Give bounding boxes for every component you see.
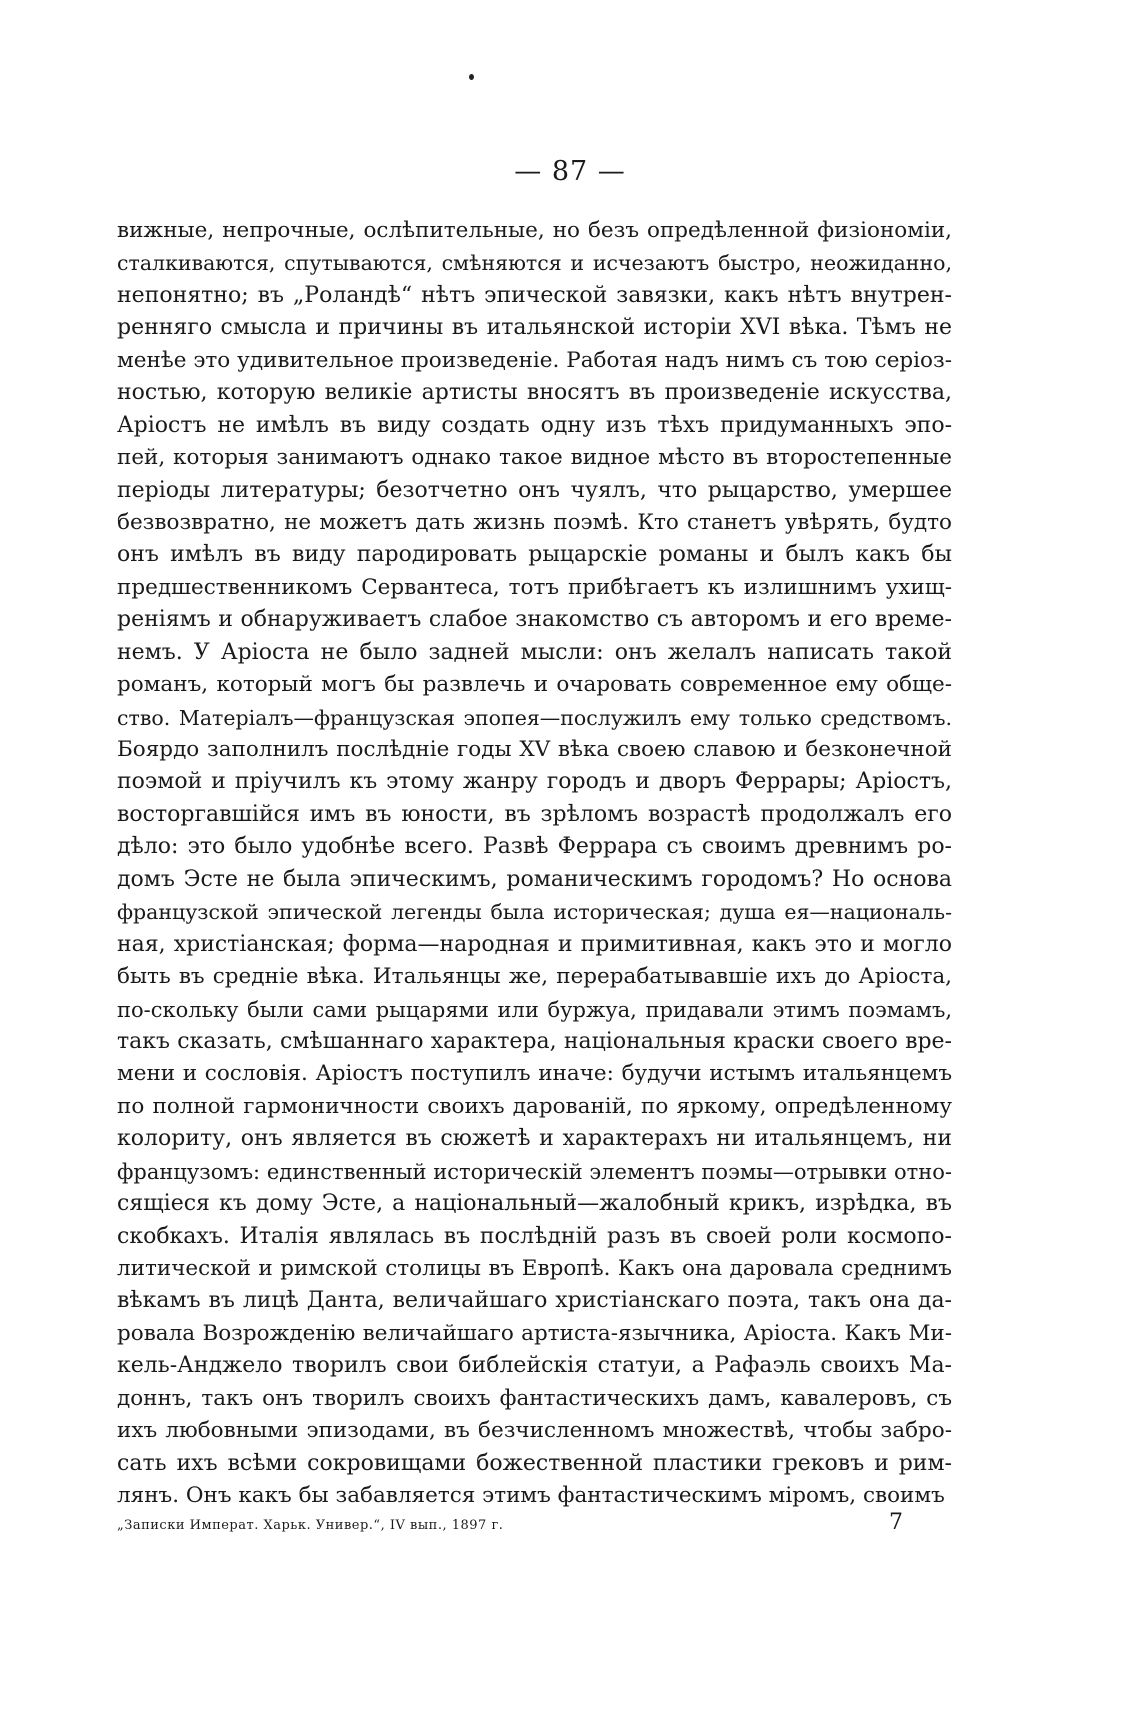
text-line: ностью, которую великіе артисты вносятъ въ произведеніе искусства,: [117, 380, 952, 406]
text-line: кель-Анджело творилъ свои библейскія статуи, а Рафаэль своихъ Ма-: [117, 1353, 952, 1379]
text-line: лянъ. Онъ какъ бы забавляется этимъ фантастическимъ міромъ, своимъ: [117, 1483, 945, 1509]
text-line: Боярдо заполнилъ послѣдніе годы XV вѣка своею славою и безконечной: [117, 737, 952, 762]
text-line: такъ сказать, смѣшаннаго характера, національныя краски своего вре-: [117, 1028, 952, 1054]
text-line: вѣкамъ въ лицѣ Данта, величайшаго христіанскаго поэта, такъ она да-: [117, 1288, 952, 1314]
text-line: ровала Возрожденію величайшаго артиста-язычника, Аріоста. Какъ Ми-: [117, 1320, 952, 1346]
text-line: немъ. У Аріоста не было задней мысли: онъ желалъ написать такой: [117, 639, 952, 665]
text-line: вижные, непрочные, ослѣпительные, но безъ опредѣленной физіономіи,: [117, 218, 952, 243]
text-line: онъ имѣлъ въ виду пародировать рыцарскіе романы и былъ какъ бы: [117, 542, 952, 568]
text-line: колориту, онъ является въ сюжетѣ и характерахъ ни итальянцемъ, ни: [117, 1126, 952, 1152]
text-line: домъ Эсте не была эпическимъ, романическимъ городомъ? Но основа: [117, 866, 952, 892]
text-line: ство. Матеріалъ—французская эпопея—послужилъ ему только средствомъ.: [117, 705, 952, 730]
text-line: по-скольку были сами рыцарями или буржуа, придавали этимъ поэмамъ,: [117, 997, 952, 1022]
text-line: по полной гармоничности своихъ дарованій, по яркому, опредѣленному: [117, 1093, 952, 1119]
text-line: сящіеся къ дому Эсте, а національный—жалобный крикъ, изрѣдка, въ: [117, 1191, 952, 1217]
text-line: ренняго смысла и причины въ итальянской исторіи XVI вѣка. Тѣмъ не: [117, 315, 952, 341]
page-number: — 87 —: [514, 156, 626, 187]
text-line: литической и римской столицы въ Европѣ. Какъ она даровала среднимъ: [117, 1256, 952, 1281]
text-line: Аріостъ не имѣлъ въ виду создать одну изъ тѣхъ придуманныхъ эпо-: [117, 412, 952, 438]
text-line: безвозвратно, не можетъ дать жизнь поэмѣ. Кто станетъ увѣрять, будто: [117, 509, 952, 535]
body-text: [117, 215, 952, 1513]
text-line: доннъ, такъ онъ творилъ своихъ фантастическихъ дамъ, кавалеровъ, съ: [117, 1385, 952, 1411]
text-line: французской эпической легенды была историческая; душа ея—националь-: [117, 900, 952, 925]
footer-note: „Записки Императ. Харьк. Универ.“, IV вып., 1897 г.: [117, 1518, 504, 1533]
sheet-number: 7: [889, 1510, 903, 1535]
text-line: романъ, который могъ бы развлечь и очаровать современное ему обще-: [117, 672, 952, 698]
text-line: скобкахъ. Италія являлась въ послѣдній разъ въ своей роли космопо-: [117, 1223, 952, 1249]
text-line: восторгавшійся имъ въ юности, въ зрѣломъ возрастѣ продолжалъ его: [117, 801, 952, 827]
text-line: пей, которыя занимаютъ однако такое видное мѣсто въ второстепенные: [117, 445, 952, 471]
text-line: дѣло: это было удобнѣе всего. Развѣ Феррара съ своимъ древнимъ ро-: [117, 834, 952, 860]
text-line: періоды литературы; безотчетно онъ чуялъ, что рыцарство, умершее: [117, 477, 952, 503]
text-line: быть въ средніе вѣка. Итальянцы же, перерабатывавшіе ихъ до Аріоста,: [117, 964, 952, 990]
text-line: реніямъ и обнаруживаетъ слабое знакомство съ авторомъ и его време-: [117, 607, 952, 633]
text-line: предшественникомъ Сервантеса, тотъ прибѣгаетъ къ излишнимъ ухищ-: [117, 574, 952, 600]
text-line: ихъ любовными эпизодами, въ безчисленномъ множествѣ, чтобы забро-: [117, 1418, 952, 1444]
printing-speck: [469, 74, 474, 80]
text-line: мени и сословія. Аріостъ поступилъ иначе: будучи истымъ итальянцемъ: [117, 1061, 952, 1087]
text-line: сать ихъ всѣми сокровищами божественной пластики грековъ и рим-: [117, 1450, 952, 1476]
text-line: поэмой и пріучилъ къ этому жанру городъ и дворъ Феррары; Аріостъ,: [117, 769, 952, 795]
text-line: непонятно; въ „Роландѣ“ нѣтъ эпической завязки, какъ нѣтъ внутрен-: [117, 282, 952, 308]
text-line: сталкиваются, спутываются, смѣняются и исчезаютъ быстро, неожиданно,: [117, 251, 952, 276]
text-line: французомъ: единственный историческій элементъ поэмы—отрывки отно-: [117, 1159, 952, 1184]
text-line: менѣе это удивительное произведеніе. Работая надъ нимъ съ тою серіоз-: [117, 347, 952, 373]
text-line: ная, христіанская; форма—народная и примитивная, какъ это и могло: [117, 931, 952, 957]
